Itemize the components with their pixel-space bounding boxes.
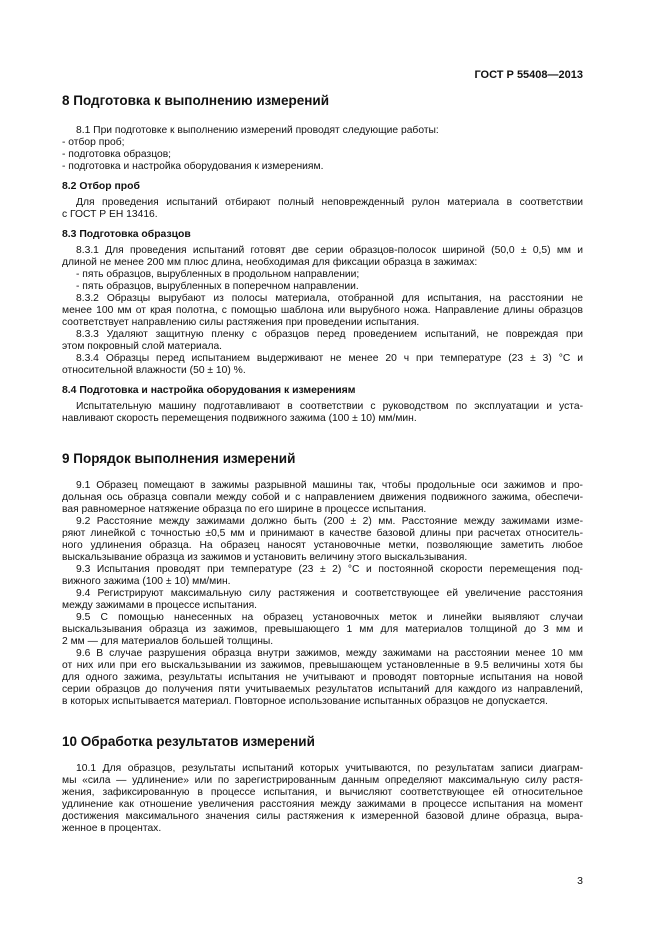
text-line: ряют линейкой с точностью ±0,5 мм и принимают в качестве базовой длины при расчетах относитель- — [62, 528, 583, 539]
paragraph — [62, 763, 583, 835]
text-line: 8.3.2 Образцы вырубают из полосы материала, отобранной для испытания, на расстоянии не — [76, 293, 583, 304]
subsection-heading: 8.2 Отбор проб — [62, 181, 140, 192]
paragraph — [62, 564, 583, 588]
text-line: относительной влажности (50 ± 10) %. — [62, 365, 246, 376]
list-item — [62, 269, 583, 281]
text-line: вая равномерное натяжение образца по его ширине в процессе испытания. — [62, 504, 427, 515]
text-line: соответствует направлению силы растяжения при проведении испытания. — [62, 317, 420, 328]
text-line: ного удлинения образца. На образец наносят установочные метки, позволяющие заметить любое — [62, 540, 583, 551]
paragraph — [62, 125, 583, 137]
paragraph — [62, 401, 583, 425]
paragraph — [62, 329, 583, 353]
paragraph — [62, 480, 583, 516]
text-line: - подготовка и настройка оборудования к измерениям. — [62, 161, 324, 172]
paragraph — [62, 516, 583, 564]
text-line: удлинение как отношение увеличения расстояния между зажимами в процессе испытания на момент — [62, 799, 583, 810]
text-line: в которых испытывается материал. Повторное использование испытанных образцов не допускается. — [62, 696, 548, 707]
document-body — [62, 93, 583, 835]
section-heading: 10 Обработка результатов измерений — [62, 734, 315, 749]
text-line: 8.3.4 Образцы перед испытанием выдерживают не менее 20 ч при температуре (23 ± 3) °С и — [76, 353, 583, 364]
subsection-heading: 8.3 Подготовка образцов — [62, 229, 191, 240]
text-line: 9.1 Образец помещают в зажимы разрывной машины так, чтобы продольные оси зажимов и про- — [76, 480, 583, 491]
paragraph — [62, 612, 583, 648]
text-line: 9.6 В случае разрушения образца внутри зажимов, между зажимами на расстоянии менее 10 мм — [76, 648, 583, 659]
text-line: 8.1 При подготовке к выполнению измерений проводят следующие работы: — [76, 125, 439, 136]
paragraph — [62, 245, 583, 269]
list-item — [62, 137, 583, 149]
text-line: мы «сила — удлинение» или по зарегистрированным данным определяют максимальную силу растя- — [62, 775, 583, 786]
text-line: с ГОСТ Р ЕН 13416. — [62, 209, 158, 220]
paragraph — [62, 353, 583, 377]
text-line: этом покровный слой материала. — [62, 341, 223, 352]
list-item — [62, 149, 583, 161]
text-line: 10.1 Для образцов, результаты испытаний которых учитываются, по результатам записи диаграм- — [76, 763, 583, 774]
subsection-heading: 8.4 Подготовка и настройка оборудования к измерениям — [62, 385, 356, 396]
text-line: - пять образцов, вырубленных в поперечном направлении. — [76, 281, 359, 292]
text-line: - отбор проб; — [62, 137, 125, 148]
text-line: 8.3.3 Удаляют защитную пленку с образцов перед проведением испытаний, не повреждая при — [76, 329, 583, 340]
text-line: 9.2 Расстояние между зажимами должно быть (200 ± 2) мм. Расстояние между зажимами изме- — [76, 516, 583, 527]
text-line: Для проведения испытаний отбирают полный неповрежденный рулон материала в соответствии — [76, 197, 583, 208]
list-item — [62, 281, 583, 293]
paragraph — [62, 197, 583, 221]
text-line: выскальзывание образца из зажимов и установить величину этого выскальзывания. — [62, 552, 468, 563]
text-line: дольная ось образца совпали между собой и с направлением движения подвижного зажима, обеспечи- — [62, 492, 583, 503]
text-line: достижения максимального значения силы растяжения к измеренной базовой длине образца, выра- — [62, 811, 583, 822]
text-line: - подготовка образцов; — [62, 149, 172, 160]
list-item — [62, 161, 583, 173]
text-line: 2 мм — для материалов большей толщины. — [62, 636, 274, 647]
text-line: для одного зажима, результаты испытания не учитывают и проводят повторные испытания на новой — [62, 672, 583, 683]
text-line: 9.3 Испытания проводят при температуре (23 ± 2) °С и постоянной скорости перемещения под- — [76, 564, 583, 575]
text-line: выскальзывания образца из зажимов, превышающего 1 мм для материалов толщиной до 3 мм и — [62, 624, 583, 635]
text-line: между зажимами в процессе испытания. — [62, 600, 258, 611]
text-line: от них или при его выскальзывании из зажимов, превышающем установленные в 9.5 величины хотя бы — [62, 660, 583, 671]
text-line: 9.5 С помощью нанесенных на образец установочных меток и линейки выявляют случаи — [76, 612, 583, 623]
paragraph — [62, 648, 583, 708]
text-line: женное в процентах. — [62, 823, 162, 834]
document-header: ГОСТ Р 55408—2013 — [474, 69, 583, 81]
text-line: вижного зажима (100 ± 10) мм/мин. — [62, 576, 231, 587]
text-line: менее 100 мм от края полотна, с помощью шаблона или вырубного ножа. Направление длины образцов — [62, 305, 583, 316]
section-heading: 8 Подготовка к выполнению измерений — [62, 93, 329, 108]
text-line: 8.3.1 Для проведения испытаний готовят две серии образцов-полосок шириной (50,0 ± 0,5) мм и — [76, 245, 583, 256]
text-line: жения, зафиксированную в процессе испытания, и вычисляют соответствующее ей относительное — [62, 787, 583, 798]
page-number: 3 — [577, 875, 583, 887]
text-line: навливают скорость перемещения подвижного зажима (100 ± 10) мм/мин. — [62, 413, 417, 424]
paragraph — [62, 588, 583, 612]
text-line: Испытательную машину подготавливают в соответствии с руководством по эксплуатации и уста- — [76, 401, 583, 412]
text-line: - пять образцов, вырубленных в продольном направлении; — [76, 269, 360, 280]
paragraph — [62, 293, 583, 329]
text-line: 9.4 Регистрируют максимальную силу растяжения и соответствующее ей увеличение расстояния — [76, 588, 583, 599]
text-line: серии образцов до получения пяти учитываемых результатов испытаний для каждого из направлений, — [62, 684, 583, 695]
section-heading: 9 Порядок выполнения измерений — [62, 451, 296, 466]
text-line: длиной не менее 200 мм плюс длина, необходимая для фиксации образца в зажимах: — [62, 257, 478, 268]
